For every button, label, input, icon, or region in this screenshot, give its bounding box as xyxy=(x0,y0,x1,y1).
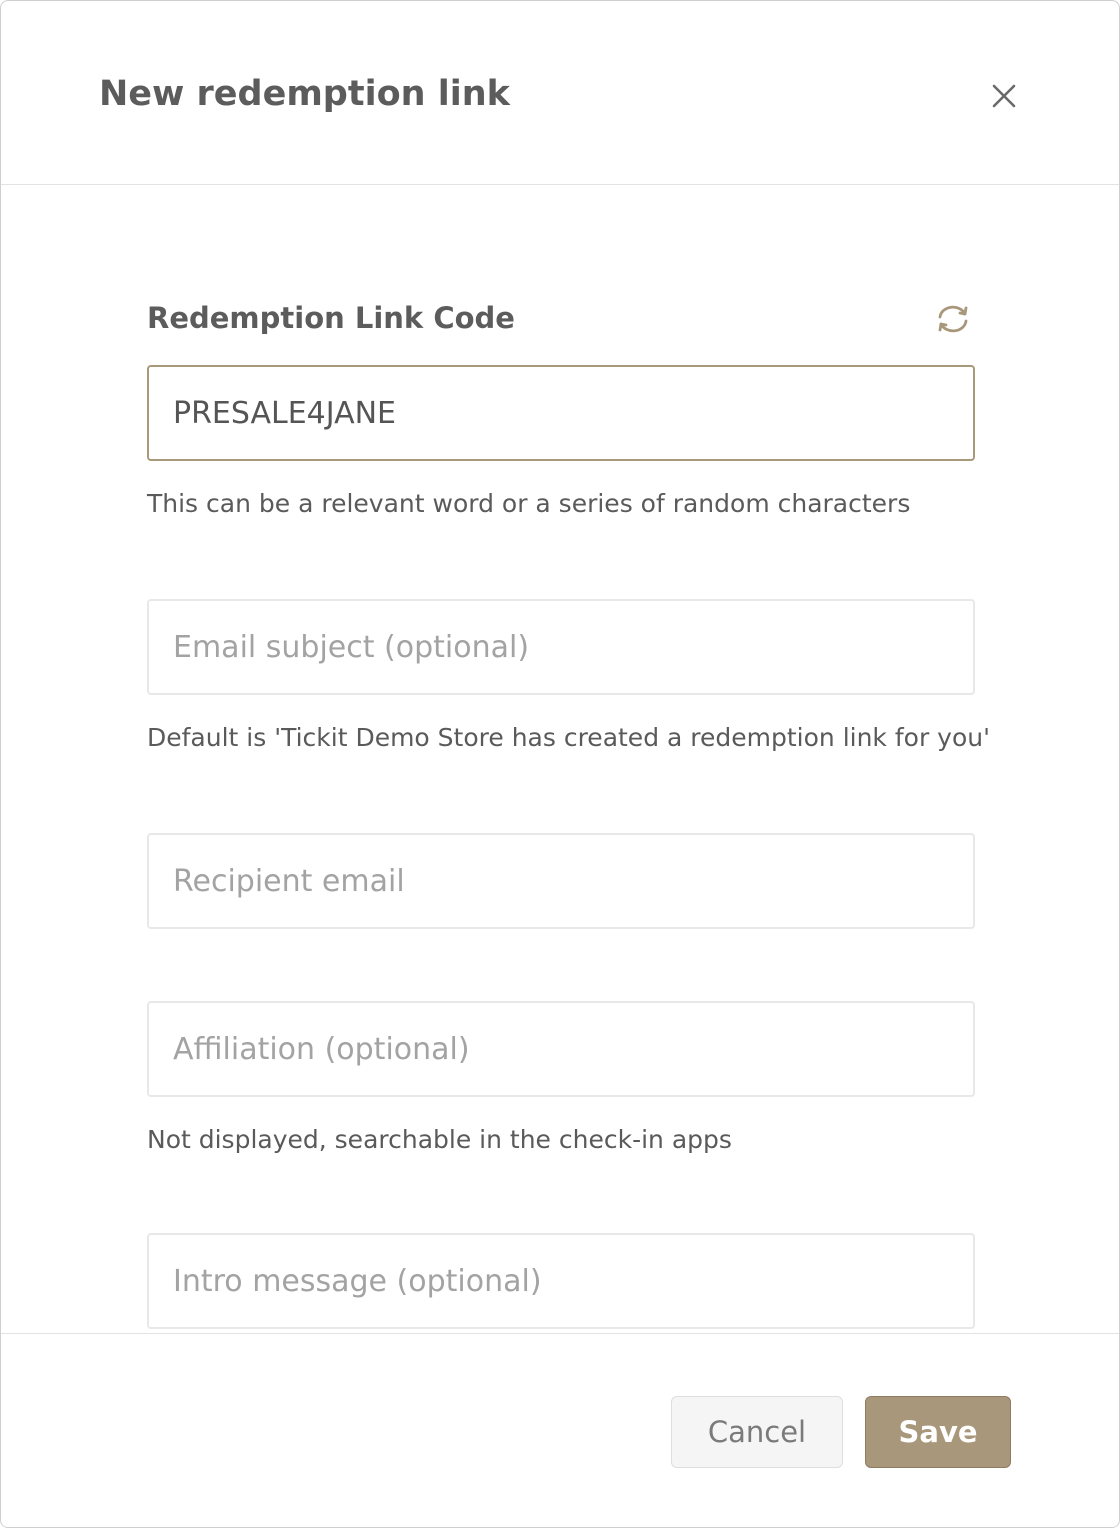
affiliation-help: Not displayed, searchable in the check-in apps xyxy=(147,1125,732,1154)
modal-footer xyxy=(1,1333,1119,1528)
modal-body[interactable] xyxy=(1,185,1119,1333)
email-subject-input[interactable] xyxy=(147,599,975,695)
redemption-code-help: This can be a relevant word or a series of random characters xyxy=(147,489,911,518)
recipient-email-input[interactable] xyxy=(147,833,975,929)
affiliation-input[interactable] xyxy=(147,1001,975,1097)
refresh-icon xyxy=(931,299,975,339)
close-button[interactable] xyxy=(981,73,1027,119)
close-icon xyxy=(981,73,1027,119)
email-subject-help: Default is 'Tickit Demo Store has created a redemption link for you' xyxy=(147,723,990,752)
intro-message-input[interactable] xyxy=(147,1233,975,1329)
modal-header xyxy=(1,1,1119,185)
regenerate-code-button[interactable] xyxy=(931,299,975,339)
save-button[interactable]: Save xyxy=(865,1396,1011,1468)
modal-title: New redemption link xyxy=(99,74,510,114)
redemption-code-input[interactable] xyxy=(147,365,975,461)
redemption-code-label: Redemption Link Code xyxy=(147,301,515,335)
cancel-button[interactable]: Cancel xyxy=(671,1396,843,1468)
